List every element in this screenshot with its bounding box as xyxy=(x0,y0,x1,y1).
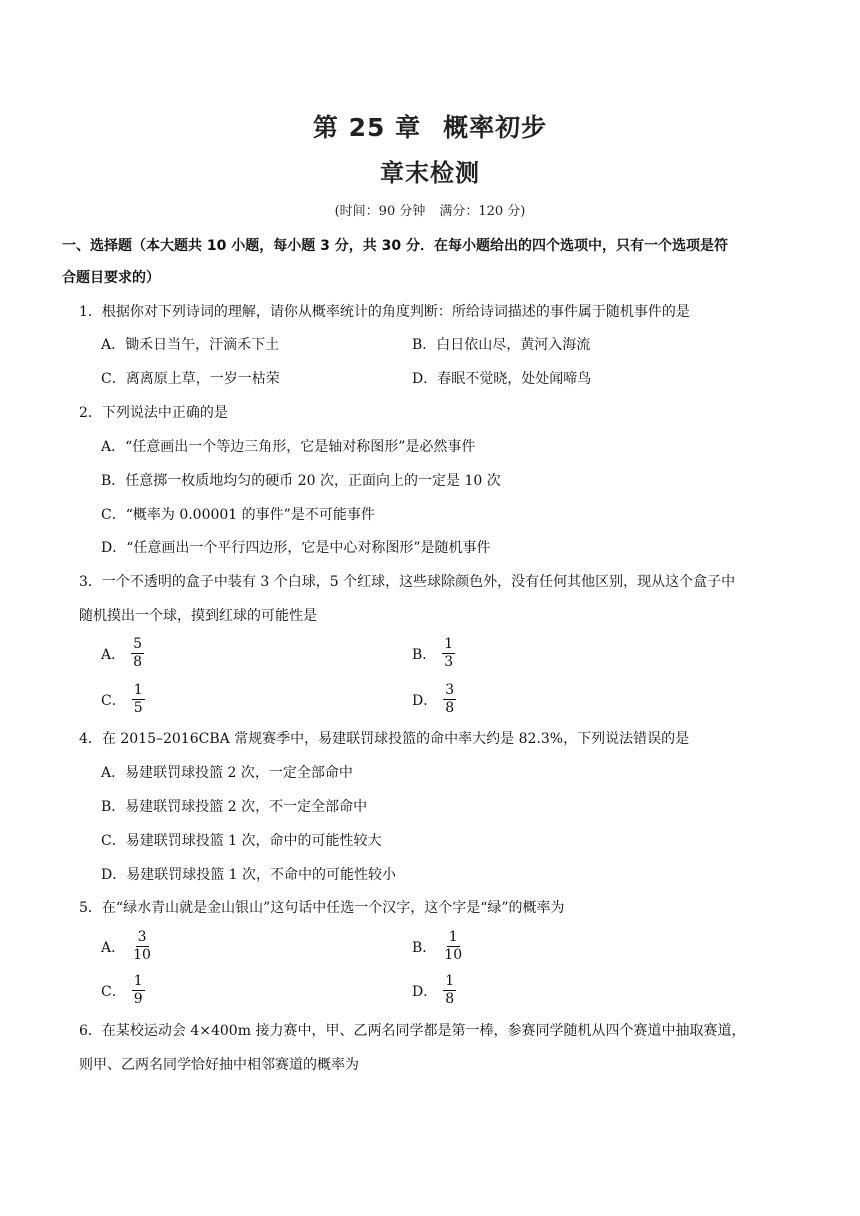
option-label: B． xyxy=(412,646,437,663)
exam-info xyxy=(0,200,860,219)
numerator: 3 xyxy=(445,682,455,698)
option-label: B． xyxy=(412,939,437,956)
fraction xyxy=(442,929,464,964)
question-1-option-a: A．锄禾日当午，汗滴禾下土 xyxy=(101,337,280,353)
fraction xyxy=(132,973,145,1008)
question-4-option-d: D．易建联罚球投篮 1 次，不命中的可能性较小 xyxy=(101,867,397,883)
option-label: D． xyxy=(412,692,438,709)
fraction xyxy=(443,973,456,1008)
numerator: 1 xyxy=(445,973,455,989)
option-label: A． xyxy=(101,646,126,663)
question-2-option-c: C．“概率为 0.00001 的事件”是不可能事件 xyxy=(101,507,375,523)
denominator: 8 xyxy=(445,991,455,1007)
question-5-stem: 5．在“绿水青山就是金山银山”这句话中任选一个汉字，这个字是“绿”的概率为 xyxy=(79,900,565,916)
question-1-option-c: C．离离原上草，一岁一枯荣 xyxy=(101,371,280,387)
chapter-name: 概率初步 xyxy=(443,113,548,142)
option-label: C． xyxy=(101,983,126,1000)
question-3-option-b xyxy=(412,636,455,671)
fraction xyxy=(443,682,456,717)
option-label: A． xyxy=(101,939,126,956)
question-2-option-d: D．“任意画出一个平行四边形，它是中心对称图形”是随机事件 xyxy=(101,540,491,556)
fraction xyxy=(442,636,455,671)
question-3-option-c xyxy=(101,682,145,717)
denominator: 10 xyxy=(444,947,463,963)
section-heading-line1: 一、选择题（本大题共 10 小题，每小题 3 分，共 30 分．在每小题给出的四个选项中，只有一个选项是符 xyxy=(62,238,728,254)
question-3-option-a xyxy=(101,636,144,671)
question-6-stem-line1: 6．在某校运动会 4×400m 接力赛中，甲、乙两名同学都是第一棒，参赛同学随机从四个赛道中抽取赛道， xyxy=(79,1023,746,1039)
question-2-option-b: B．任意掷一枚质地均匀的硬币 20 次，正面向上的一定是 10 次 xyxy=(101,473,501,489)
fraction xyxy=(131,929,153,964)
denominator: 10 xyxy=(133,947,151,963)
option-label: D． xyxy=(412,983,438,1000)
numerator: 1 xyxy=(133,973,143,989)
question-3-stem-line2: 随机摸出一个球，摸到红球的可能性是 xyxy=(79,608,317,624)
exam-score: 满分：120 分) xyxy=(439,204,526,219)
fraction xyxy=(131,636,144,671)
question-6-stem-line2: 则甲、乙两名同学恰好抽中相邻赛道的概率为 xyxy=(79,1057,359,1073)
chapter-title xyxy=(0,108,860,144)
question-5-option-d xyxy=(412,973,456,1008)
numerator: 1 xyxy=(444,636,454,652)
question-5-option-a xyxy=(101,929,153,964)
numerator: 1 xyxy=(133,682,143,698)
question-4-option-b: B．易建联罚球投篮 2 次，不一定全部命中 xyxy=(101,799,368,815)
chapter-number: 第 25 章 xyxy=(312,113,422,142)
question-5-option-c xyxy=(101,973,145,1008)
option-label: C． xyxy=(101,692,126,709)
section-heading-line2: 合题目要求的） xyxy=(62,270,160,286)
numerator: 1 xyxy=(448,929,458,945)
question-1-option-b: B．白日依山尽，黄河入海流 xyxy=(412,337,591,353)
denominator: 9 xyxy=(133,991,143,1007)
page-title: 章末检测 xyxy=(380,159,480,187)
numerator: 5 xyxy=(133,636,143,652)
question-4-option-c: C．易建联罚球投篮 1 次，命中的可能性较大 xyxy=(101,833,382,849)
question-3-stem-line1: 3．一个不透明的盒子中装有 3 个白球，5 个红球，这些球除颜色外，没有任何其他区别，现从这个盒子中 xyxy=(79,574,736,590)
question-2-option-a: A．“任意画出一个等边三角形，它是轴对称图形”是必然事件 xyxy=(101,439,476,455)
exam-time: (时间：90 分钟 xyxy=(334,204,426,219)
question-4-option-a: A．易建联罚球投篮 2 次，一定全部命中 xyxy=(101,765,353,781)
denominator: 5 xyxy=(133,700,143,716)
question-1-stem: 1．根据你对下列诗词的理解，请你从概率统计的角度判断：所给诗词描述的事件属于随机事件的是 xyxy=(79,304,690,320)
numerator: 3 xyxy=(137,929,147,945)
question-3-option-d xyxy=(412,682,456,717)
fraction xyxy=(132,682,145,717)
denominator: 8 xyxy=(133,654,143,670)
question-5-option-b xyxy=(412,929,464,964)
denominator: 3 xyxy=(444,654,454,670)
question-4-stem: 4．在 2015–2016CBA 常规赛季中，易建联罚球投篮的命中率大约是 82.3%，下列说法错误的是 xyxy=(79,731,690,747)
denominator: 8 xyxy=(445,700,455,716)
question-2-stem: 2．下列说法中正确的是 xyxy=(79,405,228,421)
question-1-option-d: D．春眠不觉晓，处处闻啼鸟 xyxy=(412,371,592,387)
